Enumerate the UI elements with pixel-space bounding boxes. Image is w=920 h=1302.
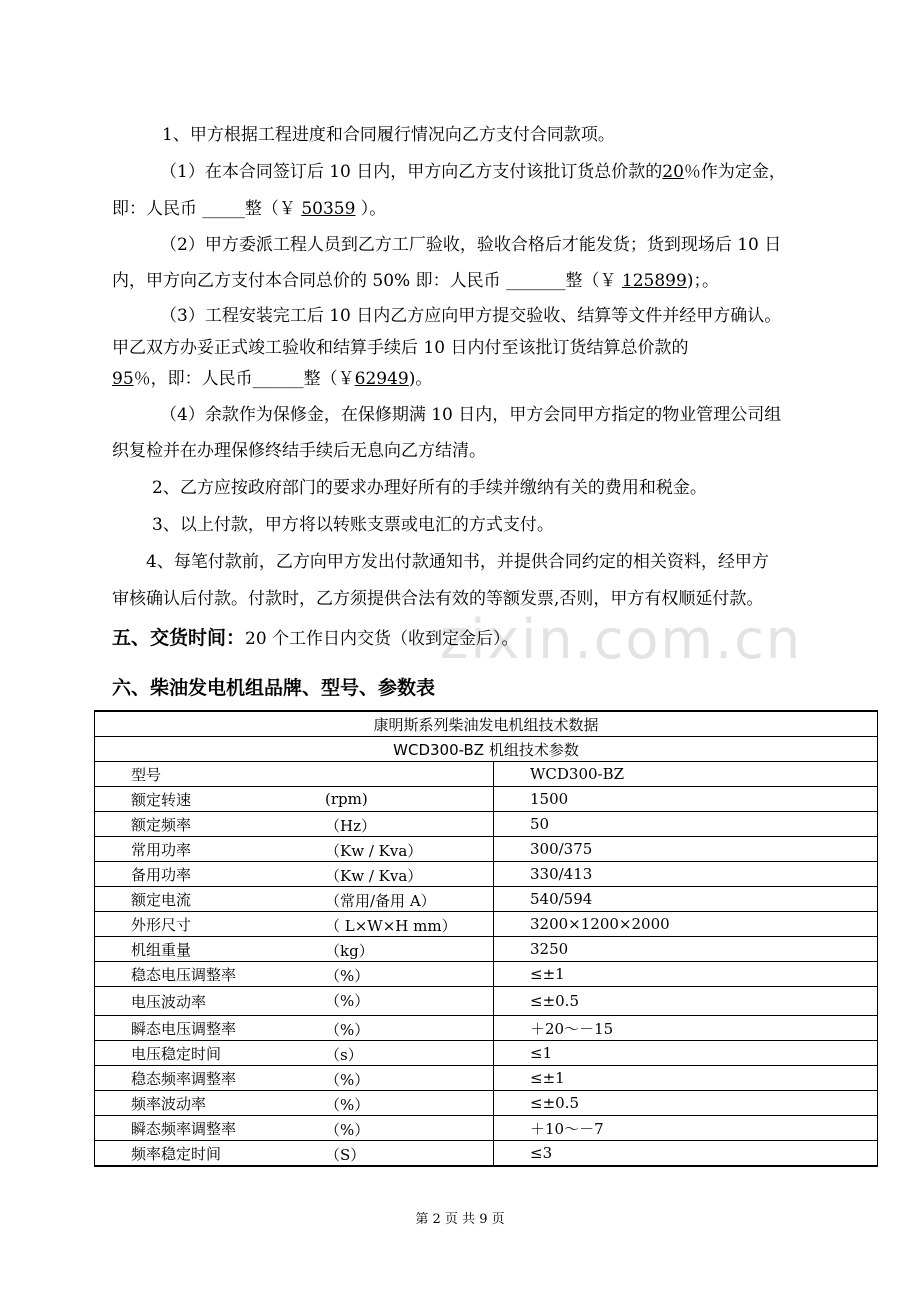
spec-value: ≤±1: [494, 1066, 878, 1091]
payment-clause-1-3-line2: 甲乙双方办妥正式竣工验收和结算手续后 10 日内付至该批订货结算总价款的: [112, 338, 689, 358]
spec-value: ≤±0.5: [494, 1091, 878, 1116]
spec-param-cell: [95, 887, 494, 912]
spec-param-unit: （Hz）: [325, 817, 376, 835]
spec-param-unit: （%）: [325, 1121, 370, 1139]
spec-row: [95, 1066, 878, 1091]
spec-value: 1500: [494, 787, 878, 812]
spec-row: [95, 912, 878, 937]
spec-param-label: 频率稳定时间: [131, 1144, 222, 1163]
spec-param-label: 型号: [131, 765, 162, 784]
spec-param-unit: （%）: [325, 992, 370, 1010]
spec-param-label: 备用功率: [131, 865, 192, 884]
spec-param-cell: [95, 862, 494, 887]
spec-value: WCD300-BZ: [494, 762, 878, 787]
payment-clause-1-1-line1: （1）在本合同签订后 10 日内，甲方向乙方支付该批订货总价款的20％作为定金，: [160, 162, 786, 182]
payment-clause-2: 2、乙方应按政府部门的要求办理好所有的手续并缴纳有关的费用和税金。: [152, 478, 707, 498]
spec-param-label: 外形尺寸: [131, 915, 192, 934]
spec-param-unit: （Kw / Kva）: [325, 867, 423, 885]
spec-row: [95, 887, 878, 912]
spec-param-label: 额定电流: [131, 890, 192, 909]
spec-param-unit: （常用/备用 A）: [325, 892, 436, 910]
spec-param-label: 稳态电压调整率: [131, 965, 237, 984]
spec-value: 330/413: [494, 862, 878, 887]
spec-param-unit: （%）: [325, 1071, 370, 1089]
spec-param-cell: [95, 1091, 494, 1116]
spec-row: [95, 1141, 878, 1167]
spec-param-cell: [95, 1041, 494, 1066]
spec-row: [95, 1116, 878, 1141]
deposit-percent: 20: [662, 162, 684, 182]
spec-param-cell: [95, 812, 494, 837]
spec-row: [95, 987, 878, 1016]
spec-param-unit: （%）: [325, 1096, 370, 1114]
spec-value: 50: [494, 812, 878, 837]
payment-clause-1-2-line1: （2）甲方委派工程人员到乙方工厂验收，验收合格后才能发货；货到现场后 10 日: [160, 235, 782, 255]
spec-table-subtitle: WCD300-BZ 机组技术参数: [95, 737, 878, 762]
spec-row: [95, 762, 878, 787]
spec-param-cell: [95, 787, 494, 812]
spec-param-cell: [95, 762, 494, 787]
spec-value: ≤3: [494, 1141, 878, 1167]
spec-value: 300/375: [494, 837, 878, 862]
spec-param-label: 额定转速: [131, 790, 192, 809]
spec-row: [95, 787, 878, 812]
spec-param-label: 频率波动率: [131, 1094, 207, 1113]
payment-clause-3: 3、以上付款，甲方将以转账支票或电汇的方式支付。: [152, 515, 554, 535]
spec-value: ＋20～－15: [494, 1016, 878, 1041]
spec-param-cell: [95, 937, 494, 962]
spec-row: [95, 1016, 878, 1041]
spec-param-unit: （kg）: [325, 942, 374, 960]
settlement-amount: 62949: [354, 369, 409, 389]
spec-row: [95, 1041, 878, 1066]
spec-param-label: 额定频率: [131, 815, 192, 834]
spec-value: 3200×1200×2000: [494, 912, 878, 937]
payment-clause-1: 1、甲方根据工程进度和合同履行情况向乙方支付合同款项。: [162, 125, 615, 145]
spec-row: [95, 937, 878, 962]
payment-clause-1-3-line3: 95％，即：人民币______整（￥62949)。: [112, 369, 433, 389]
spec-param-cell: [95, 987, 494, 1016]
payment-clause-1-4-line1: （4）余款作为保修金，在保修期满 10 日内，甲方会同甲方指定的物业管理公司组: [160, 405, 782, 425]
spec-value: ＋10～－7: [494, 1116, 878, 1141]
spec-param-unit: （S）: [325, 1146, 366, 1164]
page-footer: 第 2 页 共 9 页: [415, 1212, 505, 1227]
spec-param-label: 常用功率: [131, 840, 192, 859]
spec-param-cell: [95, 837, 494, 862]
deposit-amount: 50359: [301, 199, 356, 219]
spec-value: ≤1: [494, 1041, 878, 1066]
spec-param-cell: [95, 1066, 494, 1091]
payment-clause-1-3-line1: （3）工程安装完工后 10 日内乙方应向甲方提交验收、结算等文件并经甲方确认。: [160, 306, 782, 326]
spec-param-unit: （%）: [325, 1021, 370, 1039]
payment-clause-1-2-line2: 内，甲方向乙方支付本合同总价的 50% 即：人民币 _______整（￥ 125899)；。: [112, 271, 719, 291]
spec-value: ≤±0.5: [494, 987, 878, 1016]
spec-param-unit: （s）: [325, 1046, 363, 1064]
settlement-percent: 95: [112, 369, 134, 389]
spec-table: [94, 710, 878, 1167]
spec-value: 3250: [494, 937, 878, 962]
spec-param-cell: [95, 1016, 494, 1041]
spec-param-label: 电压稳定时间: [131, 1044, 222, 1063]
payment-clause-1-1-line2: 即：人民币 _____整（￥ 50359 ）。: [112, 199, 387, 219]
spec-row: [95, 962, 878, 987]
section-6-heading: 六、柴油发电机组品牌、型号、参数表: [112, 677, 436, 699]
spec-value: 540/594: [494, 887, 878, 912]
spec-param-label: 机组重量: [131, 940, 192, 959]
section-5-text: 20 个工作日内交货（收到定金后）。: [245, 629, 519, 649]
spec-param-label: 瞬态频率调整率: [131, 1119, 237, 1138]
spec-row: [95, 812, 878, 837]
delivery-payment-amount: 125899: [621, 271, 687, 291]
spec-param-cell: [95, 962, 494, 987]
watermark: zixin.com.cn: [440, 608, 803, 671]
spec-param-label: 稳态频率调整率: [131, 1069, 237, 1088]
spec-param-unit: （Kw / Kva）: [325, 842, 423, 860]
spec-param-cell: [95, 1141, 494, 1167]
spec-table-title: 康明斯系列柴油发电机组技术数据: [95, 711, 878, 737]
payment-clause-1-4-line2: 织复检并在办理保修终结手续后无息向乙方结清。: [112, 441, 486, 461]
spec-param-cell: [95, 912, 494, 937]
spec-param-unit: （%）: [325, 967, 370, 985]
spec-value: ≤±1: [494, 962, 878, 987]
spec-row: [95, 837, 878, 862]
spec-param-cell: [95, 1116, 494, 1141]
section-5-heading: 五、交货时间：20 个工作日内交货（收到定金后）。: [112, 627, 519, 649]
spec-param-unit: （ L×W×H mm）: [325, 917, 457, 935]
spec-param-label: 瞬态电压调整率: [131, 1019, 237, 1038]
spec-row: [95, 862, 878, 887]
payment-clause-4-line2: 审核确认后付款。付款时，乙方须提供合法有效的等额发票,否则，甲方有权顺延付款。: [112, 589, 764, 609]
spec-param-unit: (rpm): [325, 790, 368, 808]
payment-clause-4-line1: 4、每笔付款前，乙方向甲方发出付款通知书，并提供合同约定的相关资料，经甲方: [146, 552, 769, 572]
spec-row: [95, 1091, 878, 1116]
spec-param-label: 电压波动率: [131, 992, 207, 1011]
